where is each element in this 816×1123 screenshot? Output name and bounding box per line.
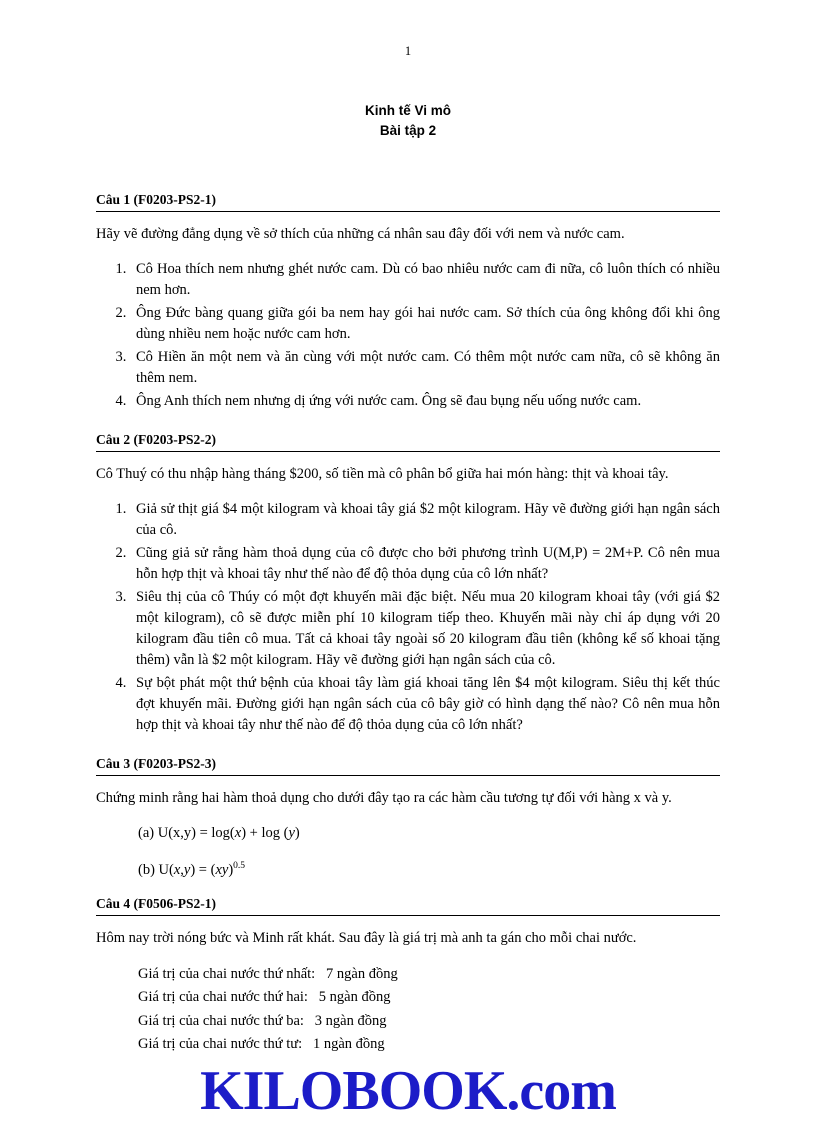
section-heading: Câu 2 (F0203-PS2-2): [96, 432, 720, 452]
value-list-item: Giá trị của chai nước thứ nhất: 7 ngàn đồng: [138, 965, 398, 982]
formula-b: (b) U(x,y) = (xy)$^{0.5}$: [138, 861, 246, 879]
section-cau-1: [96, 192, 720, 412]
page-content: [96, 44, 720, 1057]
section-intro: Chứng minh rằng hai hàm thoả dụng cho dưới đây tạo ra các hàm cầu tương tự đối với hàng x và y.: [96, 790, 672, 807]
section-heading: Câu 3 (F0203-PS2-3): [96, 756, 720, 776]
document-title-line-2: Bài tập 2: [379, 122, 437, 138]
formula-variable: x: [173, 862, 181, 879]
section-intro: Cô Thuý có thu nhập hàng tháng $200, số tiền mà cô phân bổ giữa hai món hàng: thịt và khoai tây.: [96, 466, 669, 483]
list-item: 3. Cô Hiền ăn một nem và ăn cùng với một nước cam. Có thêm một nước cam nữa, cô sẽ không ăn thêm nem.: [130, 347, 720, 389]
section-item-list: [96, 499, 720, 736]
section-intro: Hãy vẽ đường đẳng dụng về sở thích của những cá nhân sau đây đối với nem và nước cam.: [96, 226, 625, 243]
section-cau-2: [96, 432, 720, 736]
value-list-item: Giá trị của chai nước thứ hai: 5 ngàn đồng: [138, 989, 391, 1006]
formula-variable: xy: [215, 862, 229, 879]
formula-a: (a) U(x,y) = log(x) + log (y): [138, 825, 300, 842]
value-list: [138, 963, 720, 1057]
section-intro: Hôm nay trời nóng bức và Minh rất khát. Sau đây là giá trị mà anh ta gán cho mỗi chai nước.: [96, 929, 637, 946]
list-item: 1. Cô Hoa thích nem nhưng ghét nước cam. Dù có bao nhiêu nước cam đi nữa, cô luôn thích có nhiều nem hơn.: [130, 259, 720, 301]
formula-exponent: 0.5: [233, 861, 246, 872]
value-list-item: Giá trị của chai nước thứ tư: 1 ngàn đồng: [138, 1036, 385, 1053]
list-item: 2. Cũng giả sử rằng hàm thoả dụng của cô được cho bởi phương trình U(M,P) = 2M+P. Cô nên mua hỗn hợp thịt và khoai tây như thế nào để độ thỏa dụng của cô lớn nhất?: [130, 543, 720, 585]
section-cau-4: [96, 896, 720, 1057]
page-number: 1: [404, 44, 412, 58]
list-item: 4. Sự bột phát một thứ bệnh của khoai tây làm giá khoai tăng lên $4 một kilogram. Siêu thị kết thúc đợt khuyến mãi. Đường giới hạn ngân sách của cô bây giờ có hình dạng thế nào? Cô nên mua hỗn hợp thịt và khoai tây như thế nào để độ thỏa dụng của cô lớn nhất?: [130, 673, 720, 736]
document-title-line-1: Kinh tế Vi mô: [364, 103, 451, 118]
section-cau-3: [96, 756, 720, 881]
formula-variable: x: [234, 825, 242, 842]
list-item: 3. Siêu thị của cô Thúy có một đợt khuyến mãi đặc biệt. Nếu mua 20 kilogram khoai tây (với giá $2 một kilogram), cô sẽ được miễn phí 10 kilogram tiếp theo. Khuyến mãi này chỉ áp dụng với 20 kilogram đầu tiên cô mua. Tất cả khoai tây ngoài số 20 kilogram đầu tiên (không kể số khoai tặng thêm) vẫn là $2 một kilogram. Hãy vẽ đường giới hạn ngân sách của cô.: [130, 587, 720, 671]
section-heading: Câu 1 (F0203-PS2-1): [96, 192, 720, 212]
formula-variable: y: [183, 862, 191, 879]
section-heading: Câu 4 (F0506-PS2-1): [96, 896, 720, 916]
list-item: 1. Giả sử thịt giá $4 một kilogram và khoai tây giá $2 một kilogram. Hãy vẽ đường giới hạn ngân sách của cô.: [130, 499, 720, 541]
formula-variable: y: [288, 825, 295, 842]
value-list-item: Giá trị của chai nước thứ ba: 3 ngàn đồng: [138, 1012, 387, 1029]
section-item-list: [96, 259, 720, 412]
document-title: [96, 101, 720, 140]
list-item: 4. Ông Anh thích nem nhưng dị ứng với nước cam. Ông sẽ đau bụng nếu uống nước cam.: [130, 391, 720, 412]
watermark: KILOBOOK.com: [200, 1060, 616, 1122]
list-item: 2. Ông Đức bàng quang giữa gói ba nem hay gói hai nước cam. Sở thích của ông không đổi khi ông dùng nhiều nem hoặc nước cam hơn.: [130, 303, 720, 345]
